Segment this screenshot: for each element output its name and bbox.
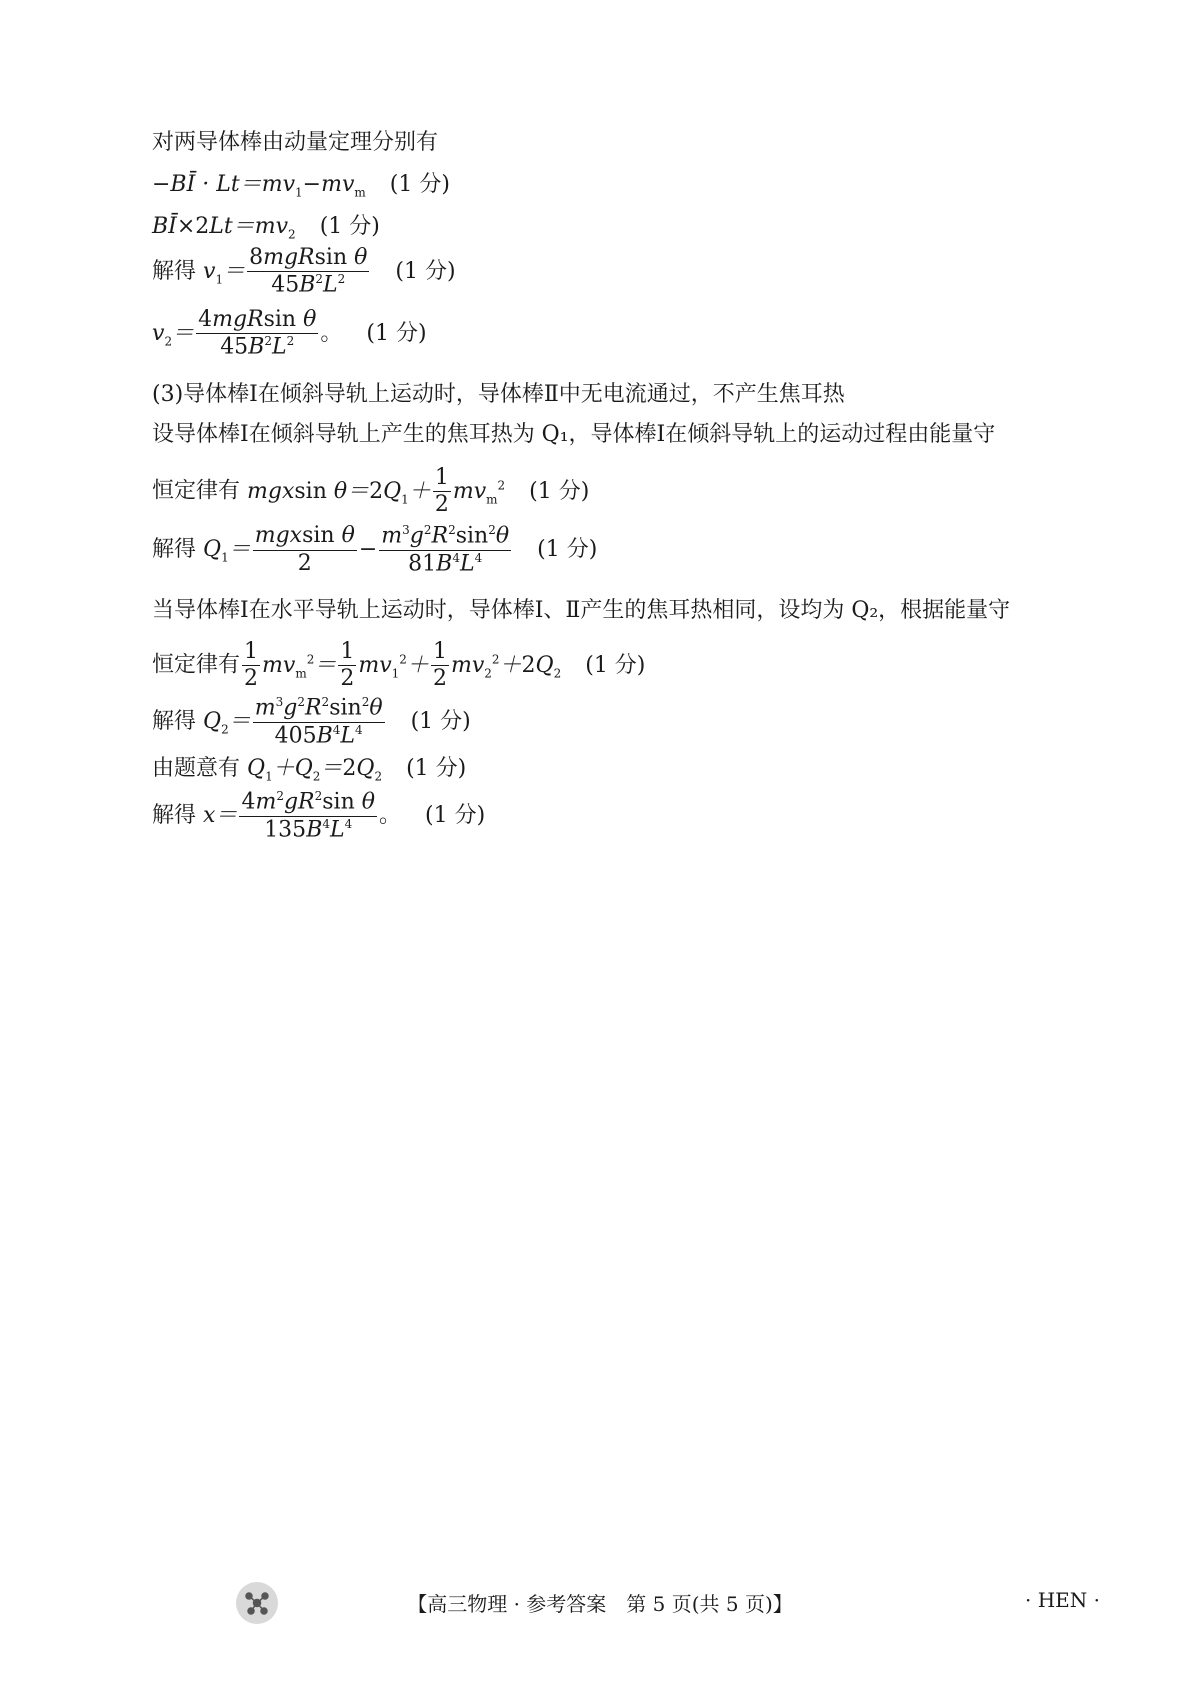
fraction: $\frac{4m^2gR^2\sin \theta}{135B^4L^4}$ (241, 789, 375, 842)
equation-energy-1: 恒定律有 mgxsin $\theta=2Q_1+$ $\frac{1}{2}$ $mv_m^2$ (1 分) (152, 465, 590, 518)
youtiyi-label: 由题意有 (152, 756, 241, 781)
jiede-label: 解得 (152, 803, 197, 829)
jiede-label: 解得 (152, 537, 197, 563)
score-label: (1 分) (537, 537, 598, 563)
footer-code: · HEN · (1025, 1588, 1100, 1612)
page-footer: 【高三物理 · 参考答案 第 5 页(共 5 页)】 (407, 1592, 793, 1616)
text-line-11: 当导体棒Ⅰ在水平导轨上运动时，导体棒Ⅰ、Ⅱ产生的焦耳热相同，设均为 Q₂，根据能量守 (152, 598, 1011, 623)
equation-q1: 解得 $Q_1=$ $\frac{\text{mgxsin θ}}{2}$ − $\frac{m^3g^2R^2\sin^2\theta}{81B^4L^4}$ (1 分) (152, 523, 598, 576)
jiede-label: 解得 (152, 709, 197, 735)
fraction: $\frac{m^3g^2R^2\sin^2\theta}{81B^4L^4}$ (381, 523, 510, 576)
equation-condition: 由题意有 $Q_1+Q_2=2Q_2$ (1 分) (152, 756, 467, 784)
equation-energy-2: 恒定律有 $\frac{1}{2}$ $mv_m^2=$ $\frac{1}{2}$ $mv_1^2+$ $\frac{1}{2}$ $mv_2^2+2Q_2$ (1 分) (152, 639, 646, 692)
text-line-7: (3)导体棒Ⅰ在倾斜导轨上运动时，导体棒Ⅱ中无电流通过，不产生焦耳热 (152, 382, 845, 407)
score-label: (1 分) (529, 478, 590, 504)
text-line-8: 设导体棒Ⅰ在倾斜导轨上产生的焦耳热为 Q₁，导体棒Ⅰ在倾斜导轨上的运动过程由能量守 (152, 422, 996, 447)
equation-v2: $v_2=$ $\frac{\text{4mgRsin θ}}{45B^2L^2}$ 。 (1 分) (152, 307, 427, 360)
fraction: $\frac{\text{mgxsin θ}}{2}$ (254, 523, 355, 576)
fraction: $\frac{\text{4mgRsin θ}}{45B^2L^2}$ (198, 307, 317, 360)
equation-q2: 解得 $Q_2=$ $\frac{m^3g^2R^2\sin^2\theta}{405B^4L^4}$ (1 分) (152, 695, 471, 748)
score-label: (1 分) (425, 803, 486, 829)
fraction: $\frac{1}{2}$ (434, 465, 449, 518)
score-label: (1 分) (366, 320, 427, 346)
equation-momentum-1: −BĪ · $Lt=mv_1-mv_m$ (1 分) (152, 172, 450, 200)
jiede-label: 解得 (152, 258, 197, 284)
score-label: (1 分) (585, 652, 646, 678)
fraction: $\frac{\text{8mgRsin θ}}{45B^2L^2}$ (249, 245, 368, 298)
text-line-1: 对两导体棒由动量定理分别有 (152, 130, 439, 155)
score-label: (1 分) (389, 172, 450, 197)
equation-v1: 解得 $v_1=$ $\frac{\text{8mgRsin θ}}{45B^2L^2}$ (1 分) (152, 245, 456, 298)
equation-momentum-2: $BĪ\times 2Lt=mv_2$ (1 分) (152, 214, 380, 242)
fraction: $\frac{m^3g^2R^2\sin^2\theta}{405B^4L^4}$ (254, 695, 383, 748)
score-label: (1 分) (406, 756, 467, 781)
fraction: $\frac{1}{2}$ (244, 639, 259, 692)
hengding-label: 恒定律有 (152, 478, 241, 504)
hengding-label: 恒定律有 (152, 652, 241, 678)
fraction: $\frac{1}{2}$ (340, 639, 355, 692)
fraction: $\frac{1}{2}$ (432, 639, 447, 692)
equation-x: 解得 x＝ $\frac{4m^2gR^2\sin \theta}{135B^4L^4}$ 。 (1 分) (152, 789, 486, 842)
score-label: (1 分) (319, 214, 380, 239)
score-label: (1 分) (395, 258, 456, 284)
score-label: (1 分) (410, 709, 471, 735)
